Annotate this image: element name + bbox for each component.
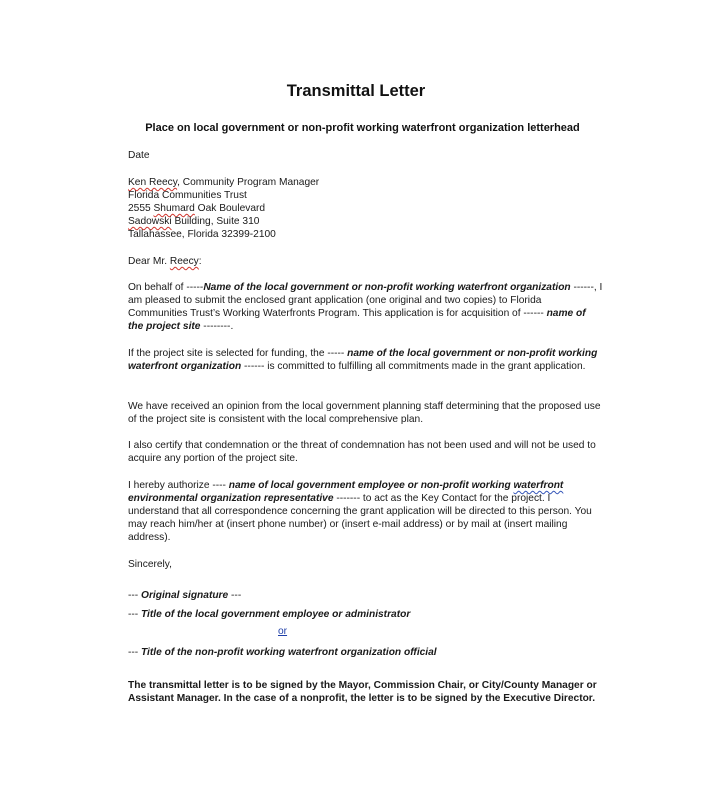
address-line-5: Tallahassee, Florida 32399-2100 [128, 229, 276, 240]
p1-text-e: --------. [200, 321, 234, 332]
salutation [128, 255, 603, 268]
original-signature-placeholder: Original signature [141, 590, 229, 601]
recipient-title: , Community Program Manager [177, 177, 320, 188]
street-number: 2555 [128, 203, 154, 214]
p1-text-c: ------, I am pleased to submit the enclosed grant application (one original and two copies) to Florida Communities Trust’s Working Waterfronts Program. This application is for acquisition of ------ [128, 282, 603, 319]
p5-placeholder-a: name of local government employee or non-profit working [228, 480, 514, 491]
address-line-3 [128, 202, 603, 215]
p1-text-a: On behalf of ----- [128, 282, 204, 293]
p2-text-a: If the project site is selected for funding, the ----- [128, 348, 348, 359]
title-line-government [128, 608, 603, 621]
p1-placeholder-org: Name of the local government or non-profit working waterfront organization [203, 282, 571, 293]
p5-placeholder-waterfront: waterfront [513, 480, 564, 491]
address-line-1 [128, 176, 603, 189]
building-suite: Building, Suite 310 [171, 216, 260, 227]
date-line: Date [128, 150, 150, 161]
paragraph-1 [128, 281, 603, 333]
salutation-name: Reecy [169, 256, 199, 267]
p2-text-c: ------ is committed to fulfilling all commitments made in the grant application. [241, 361, 586, 372]
p5-placeholder-d: environmental organization representative [128, 493, 334, 504]
recipient-name: Ken Reecy [128, 177, 178, 188]
building-name: Sadowski [128, 216, 172, 227]
title-line-nonprofit [128, 646, 603, 659]
p1-placeholder-site: name of the project site [128, 308, 586, 332]
sig3-dash: --- [128, 647, 142, 658]
document-title: Transmittal Letter [286, 82, 426, 100]
signature-line [128, 589, 603, 602]
paragraph-4: I also certify that condemnation or the threat of condemnation has not been used and will not be used to acquire any portion of the project site. [128, 440, 596, 464]
letterhead-instruction: Place on local government or non-profit working waterfront organization letterhead [145, 122, 580, 134]
p5-text-e: ------- to act as the Key Contact for the project. I understand that all correspondence concerning the grant application will be directed to this person. You may reach him/her at (insert phone number) or (insert e-mail address) or by mail at (insert mailing address). [128, 493, 592, 543]
sig1-dash-end: --- [228, 590, 242, 601]
closing: Sincerely, [128, 559, 172, 570]
sig2-dash: --- [128, 609, 142, 620]
salutation-prefix: Dear Mr. [128, 256, 170, 267]
government-title-placeholder: Title of the local government employee or administrator [141, 609, 411, 620]
address-line-4 [128, 215, 603, 228]
sig1-dash: --- [128, 590, 142, 601]
signing-instructions: The transmittal letter is to be signed by the Mayor, Commission Chair, or City/County Manager or Assistant Manager. In the case of a nonprofit, the letter is to be signed by the Executive Director. [128, 680, 597, 704]
paragraph-5 [128, 479, 603, 544]
paragraph-2 [128, 347, 603, 373]
address-line-2: Florida Communities Trust [128, 190, 247, 201]
nonprofit-title-placeholder: Title of the non-profit working waterfront organization official [141, 647, 437, 658]
p2-placeholder-org: name of the local government or non-profit working waterfront organization [128, 348, 598, 372]
street-suffix: Oak Boulevard [194, 203, 266, 214]
or-separator: or [278, 626, 288, 637]
paragraph-3: We have received an opinion from the local government planning staff determining that the proposed use of the project site is consistent with the local comprehensive plan. [128, 401, 601, 425]
street-name: Shumard [153, 203, 195, 214]
p5-text-a: I hereby authorize ---- [128, 480, 229, 491]
salutation-colon: : [198, 256, 202, 267]
recipient-address [128, 176, 603, 241]
